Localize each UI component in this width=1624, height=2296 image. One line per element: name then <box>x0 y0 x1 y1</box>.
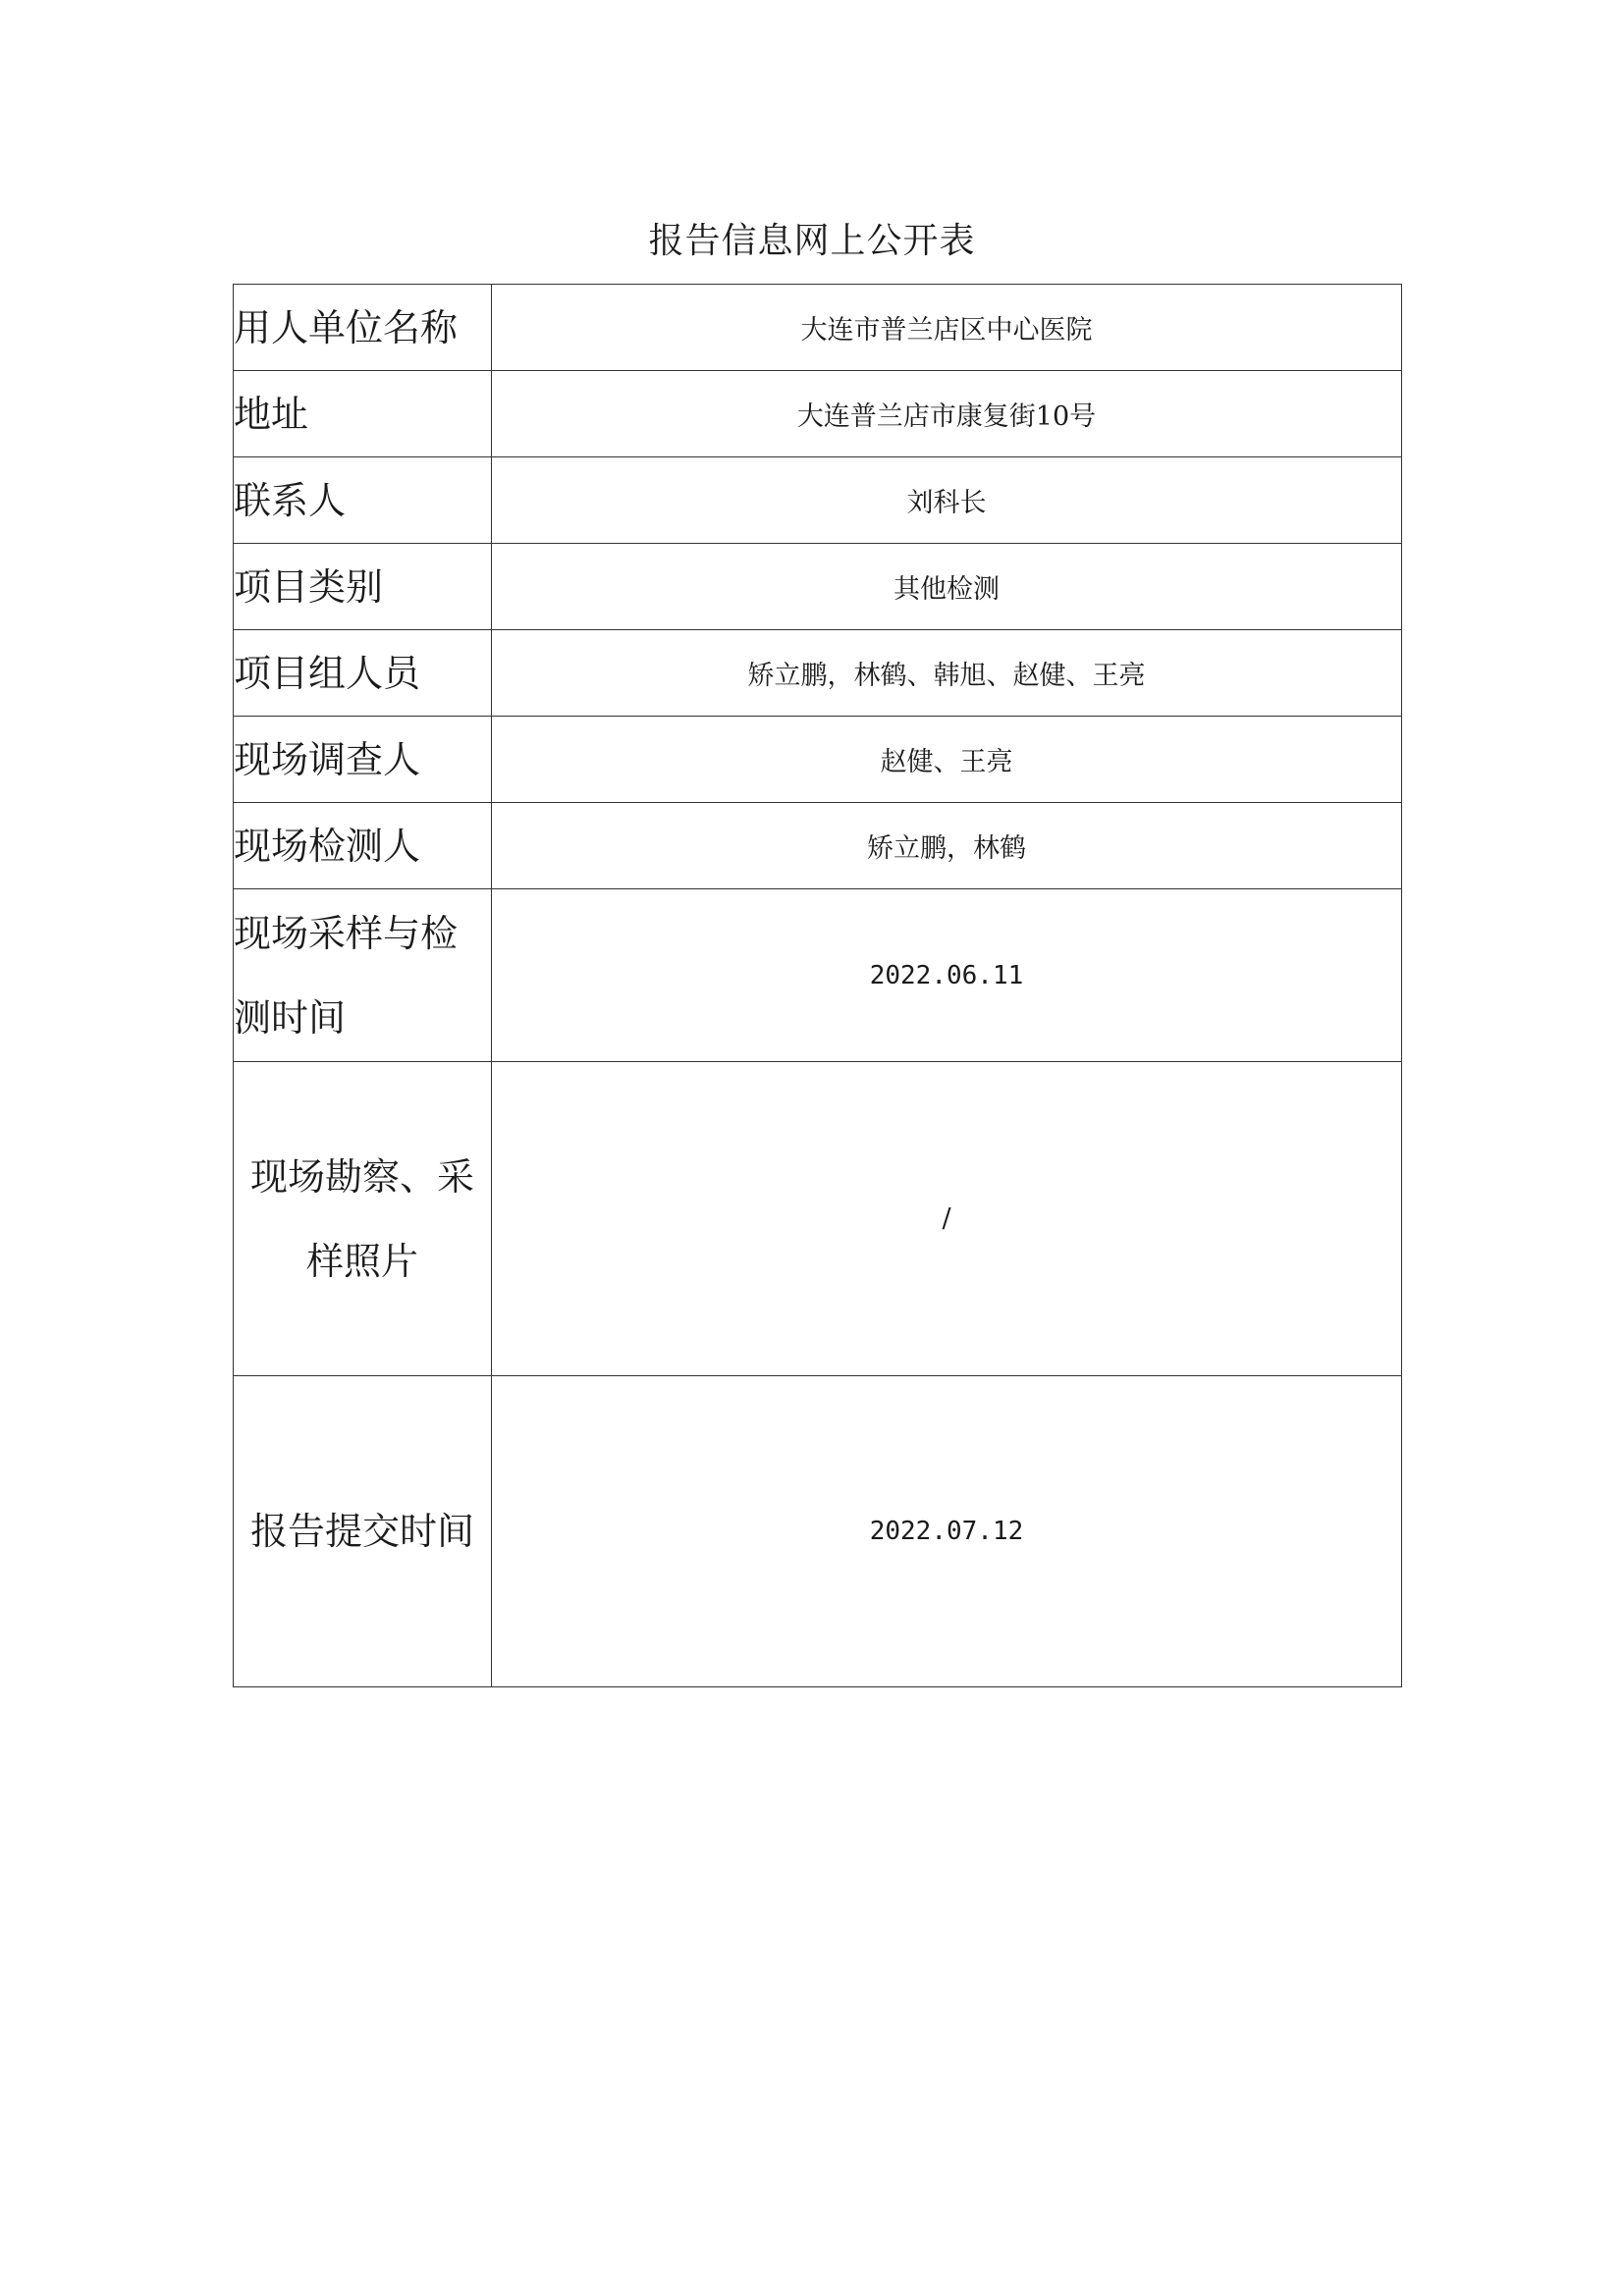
row-value: 2022.07.12 <box>492 1376 1402 1687</box>
row-label: 现场采样与检测时间 <box>234 889 492 1062</box>
row-value: 大连市普兰店区中心医院 <box>492 285 1402 371</box>
table-row <box>234 457 1402 544</box>
row-value: / <box>492 1062 1402 1376</box>
table-row <box>234 803 1402 889</box>
row-value: 2022.06.11 <box>492 889 1402 1062</box>
info-table <box>233 284 1402 1687</box>
row-label: 联系人 <box>234 457 492 544</box>
table-row <box>234 371 1402 457</box>
row-value: 赵健、王亮 <box>492 717 1402 803</box>
row-label: 地址 <box>234 371 492 457</box>
row-value: 矫立鹏，林鹤、韩旭、赵健、王亮 <box>492 630 1402 717</box>
row-value: 刘科长 <box>492 457 1402 544</box>
table-row <box>234 1376 1402 1687</box>
table-row <box>234 889 1402 1062</box>
row-value: 其他检测 <box>492 544 1402 630</box>
row-value: 矫立鹏，林鹤 <box>492 803 1402 889</box>
row-label: 报告提交时间 <box>234 1376 492 1687</box>
table-row <box>234 630 1402 717</box>
table-row <box>234 285 1402 371</box>
row-label: 现场勘察、采样照片 <box>234 1062 492 1376</box>
row-label: 现场检测人 <box>234 803 492 889</box>
page-title: 报告信息网上公开表 <box>648 221 976 261</box>
table-row <box>234 544 1402 630</box>
row-label: 用人单位名称 <box>234 285 492 371</box>
row-label: 项目组人员 <box>234 630 492 717</box>
row-label: 现场调查人 <box>234 717 492 803</box>
row-label: 项目类别 <box>234 544 492 630</box>
table-row <box>234 1062 1402 1376</box>
row-value: 大连普兰店市康复街10号 <box>492 371 1402 457</box>
table-row <box>234 717 1402 803</box>
